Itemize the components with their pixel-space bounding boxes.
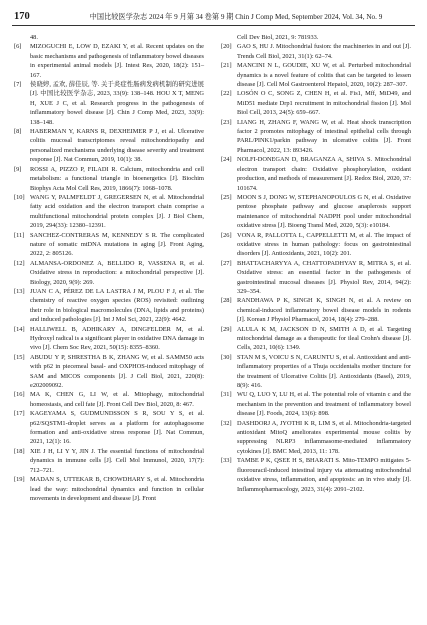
reference-number: [29] — [221, 325, 232, 333]
reference-text: 48. — [30, 34, 38, 41]
reference-number: [17] — [14, 410, 25, 418]
reference-entry — [14, 259, 204, 287]
reference-entry — [14, 447, 204, 475]
journal-running-head: 中国比较医学杂志 2024 年 9 月第 34 卷第 9 期 Chin J Comp Med, September 2024, Vol. 34, No. 9 — [89, 13, 383, 21]
reference-text: MANCINI N L, GOUDIE, XU W, et al. Perturbed mitochondrial dynamics is a novel feature of colitis that can be targeted to lessen disease [J]. Cell Mol Gastroenterol Hepatol, 2020, 10(2): 287–307. — [237, 62, 411, 89]
reference-entry — [14, 80, 204, 127]
reference-entry — [221, 193, 411, 231]
reference-number: [26] — [221, 231, 232, 239]
reference-number: [31] — [221, 391, 232, 399]
reference-number: [6] — [14, 43, 22, 51]
reference-entry — [14, 390, 204, 409]
reference-entry — [14, 33, 204, 42]
reference-text: HABERMAN Y, KARNS R, DEXHEIMER P J, et al. Ulcerative colitis mucosal transcriptomes reveal mitochondriopathy and personalized mechanisms underlying disease severity and treatment response [J]. Nat Commun, 2019, 10(1): 38. — [30, 128, 204, 164]
reference-entry — [221, 353, 411, 391]
reference-entry — [221, 456, 411, 494]
reference-entry — [14, 193, 204, 231]
reference-number: [22] — [221, 90, 232, 98]
reference-text: ALULA K M, JACKSON D N, SMITH A D, et al. Targeting mitochondrial damage as a therapeutic for ileal Crohn's disease [J]. Cells, 2021, 10(6): 1349. — [237, 325, 411, 352]
reference-text: SANCHEZ-CONTRERAS M, KENNEDY S R. The complicated nature of somatic mtDNA mutations in aging [J]. Front Aging, 2022, 2: 805126. — [30, 231, 204, 258]
reference-text: 侯晓婷, 孟欢, 薛佳辰, 等. 关于炎症性肠病发病机制的研究进展 [J]. 中国比较医学杂志, 2023, 33(9): 138–148. HOU X T, MENG H, XUE J C, et al. Research progress in the pathogenesis of inflammatory bowel disease [J]. Chin J Comp Med, 2023, 33(9): 138–148. — [30, 81, 204, 126]
reference-text: MOON S J, DONG W, STEPHANOPOULOS G N, et al. Oxidative pentose phosphate pathway and glucose anaplerosis support maintenance of mitochondrial NADPH pool under mitochondrial oxidative stress [J]. Bioeng Transl Med, 2020, 5(3): e10184. — [237, 193, 411, 230]
reference-entry — [14, 287, 204, 325]
reference-text: MADAN S, UTTEKAR B, CHOWDHARY S, et al. Mitochondria lead the way: mitochondrial dynamics and function in cellular movements in development and disease [J]. Front — [30, 476, 204, 502]
reference-text: ROSSI A, PIZZO P, FILADI R. Calcium, mitochondria and cell metabolism: a functional triangle in bioenergetics [J]. Biochim Biophys Acta Mol Cell Res, 2019, 1866(7): 1068–1078. — [30, 165, 204, 192]
reference-entry — [221, 419, 411, 457]
reference-text: RANDHAWA P K, SINGH K, SINGH N, et al. A review on chemical-induced inflammatory bowel disease models in rodents [J]. Korean J Physiol Pharmacol, 2014, 18(4): 279–288. — [237, 297, 411, 324]
reference-text: ALMANSA-ORDONEZ A, BELLIDO R, VASSENA R, et al. Oxidative stress in reproduction: a mitochondrial perspective [J]. Biology, 2020, 9(9): 269. — [30, 259, 204, 286]
reference-number: [14] — [14, 325, 25, 333]
reference-entry — [221, 155, 411, 193]
reference-entry — [221, 259, 411, 297]
reference-number: [27] — [221, 259, 232, 267]
reference-text: GAO S, HU J. Mitochondrial fusion: the machineries in and out [J]. Trends Cell Biol, 2021, 31(1): 62–74. — [237, 43, 411, 60]
reference-entry — [221, 296, 411, 324]
reference-entry — [221, 33, 411, 42]
reference-number: [13] — [14, 287, 25, 295]
reference-number: [9] — [14, 165, 22, 173]
reference-number: [24] — [221, 156, 232, 164]
reference-entry — [14, 409, 204, 447]
reference-text: WU Q, LUO Y, LU H, et al. The potential role of vitamin c and the mechanism in the prevention and treatment of inflammatory bowel disease [J]. Foods, 2024, 13(6): 898. — [237, 391, 411, 418]
reference-text: BHATTACHARYYA A, CHATTOPADHYAY R, MITRA S, et al. Oxidative stress: an essential factor in the pathogenesis of gastrointestinal mucosal diseases [J]. Physiol Rev, 2014, 94(2): 329–354. — [237, 259, 411, 295]
reference-text: DASHDORJ A, JYOTHI K R, LIM S, et al. Mitochondria-targeted antioxidant MitoQ ameliorates experimental mouse colitis by suppressing NLRP3 inflammasome-mediated inflammatory cytokines [J]. BMC Med, 2013, 11: 178. — [237, 419, 411, 455]
reference-entry — [221, 325, 411, 353]
reference-number: [23] — [221, 118, 232, 126]
reference-entry — [14, 231, 204, 259]
page-header — [0, 0, 427, 30]
reference-text: Cell Dev Biol, 2021, 9: 781933. — [237, 34, 319, 41]
reference-text: LIANG H, ZHANG F, WANG W, et al. Heat shock transcription factor 2 promotes mitophagy of intestinal epithelial cells through PARL/PINK1/parkin pathway in ulcerative colitis [J]. Front Pharmacol, 2022, 13: 893426. — [237, 118, 411, 154]
reference-text: KAGEYAMA S, GUDMUNDSSON S R, SOU Y S, et al. p62/SQSTM1-droplet serves as a platform for autophagosome formation and anti-oxidative stress response [J]. Nat Commun, 2021, 12(1): 16. — [30, 410, 204, 446]
reference-number: [12] — [14, 259, 25, 267]
reference-entry — [14, 325, 204, 353]
reference-number: [8] — [14, 128, 22, 136]
reference-entry — [221, 61, 411, 89]
header-divider — [12, 25, 415, 26]
reference-number: [7] — [14, 81, 22, 89]
reference-number: [25] — [221, 193, 232, 201]
reference-entry — [221, 231, 411, 259]
reference-entry — [14, 127, 204, 165]
page-number: 170 — [14, 11, 30, 22]
reference-text: VONA R, PALLOTTA L, CAPPELLETTI M, et al. The impact of oxidative stress in human pathology: focus on gastrointestinal disorders [J]. Antioxidants, 2021, 10(2): 201. — [237, 231, 411, 258]
reference-number: [10] — [14, 193, 25, 201]
reference-text: WANG Y, PALMFELDT J, GREGERSEN N, et al. Mitochondrial fatty acid oxidation and the electron transport chain comprise a multifunctional mitochondrial protein complex [J]. J Biol Chem, 2019, 294(33): 12380–12391. — [30, 193, 204, 230]
right-reference-column — [221, 33, 411, 494]
reference-number: [32] — [221, 419, 232, 427]
reference-text: TAMBE P K, QSEE H S, BHARATI S. Mito-TEMPO mitigates 5-fluorouracil-induced intestinal injury via attenuating mitochondrial oxidative stress, inflammation, and apoptosis: an in vivo study [J]. Inflammopharmacology, 2023, 31(4): 2091–2102. — [237, 457, 411, 493]
reference-entry — [221, 89, 411, 117]
left-reference-column — [14, 33, 204, 503]
reference-number: [33] — [221, 457, 232, 465]
reference-number: [20] — [221, 43, 232, 51]
reference-number: [28] — [221, 297, 232, 305]
reference-entry — [221, 42, 411, 61]
reference-number: [19] — [14, 476, 25, 484]
reference-text: NOLFI-DONEGAN D, BRAGANZA A, SHIVA S. Mitochondrial electron transport chain: Oxidative phosphorylation, oxidant production, and methods of measurement [J]. Redox Biol, 2020, 37: 101674. — [237, 156, 411, 192]
reference-text: XIE J H, LI Y Y, JIN J. The essential functions of mitochondrial dynamics in immune cells [J]. Cell Mol Immunol, 2020, 17(7): 712–721. — [30, 447, 204, 474]
reference-entry — [14, 475, 204, 503]
reference-text: JUAN C A, PÉREZ DE LA LASTRA J M, PLOU F J, et al. The chemistry of reactive oxygen species (ROS) revisited: outlining their role in biological macromolecules (DNA, lipids and proteins) and induced pathologies [J]. Int J Mol Sci, 2021, 22(9): 4642. — [30, 287, 204, 324]
reference-text: MA K, CHEN G, LI W, et al. Mitophagy, mitochondrial homeostasis, and cell fate [J]. Front Cell Dev Biol, 2020, 8: 467. — [30, 391, 204, 408]
reference-text: STAN M S, VOICU S N, CARUNTU S, et al. Antioxidant and anti-inflammatory properties of a Thuja occidentalis mother tincture for the treatment of Ulcerative Colitis [J]. Antioxidants (Basel), 2019, 8(9): 416. — [237, 353, 411, 390]
reference-text: MIZOGUCHI E, LOW D, EZAKI Y, et al. Recent updates on the basic mechanisms and pathogenesis of inflammatory bowel diseases in experimental animal models [J]. Intest Res, 2020, 18(2): 151–167. — [30, 43, 204, 79]
reference-text: ABUDU Y P, SHRESTHA B K, ZHANG W, et al. SAMM50 acts with p62 in piecemeal basal- and OXPHOS-induced mitophagy of SAM and MICOS components [J]. J Cell Biol, 2021, 220(8): e202009092. — [30, 353, 204, 390]
reference-number: [21] — [221, 62, 232, 70]
reference-number: [30] — [221, 353, 232, 361]
reference-entry — [14, 353, 204, 391]
reference-entry — [221, 118, 411, 156]
reference-entry — [14, 42, 204, 80]
reference-entry — [14, 165, 204, 193]
reference-number: [18] — [14, 447, 25, 455]
reference-entry — [221, 390, 411, 418]
reference-text: LOSÓN O C, SONG Z, CHEN H, et al. Fis1, Mff, MiD49, and MiD51 mediate Drp1 recruitment in mitochondrial fission [J]. Mol Biol Cell, 2013, 24(5): 659–667. — [237, 90, 411, 117]
reference-number: [15] — [14, 353, 25, 361]
reference-number: [16] — [14, 391, 25, 399]
reference-text: HALLIWELL B, ADHIKARY A, DINGFELDER M, et al. Hydroxyl radical is a significant player in oxidative DNA damage in vivo [J]. Chem Soc Rev, 2021, 50(15): 8355–8360. — [30, 325, 204, 352]
reference-number: [11] — [14, 231, 25, 239]
